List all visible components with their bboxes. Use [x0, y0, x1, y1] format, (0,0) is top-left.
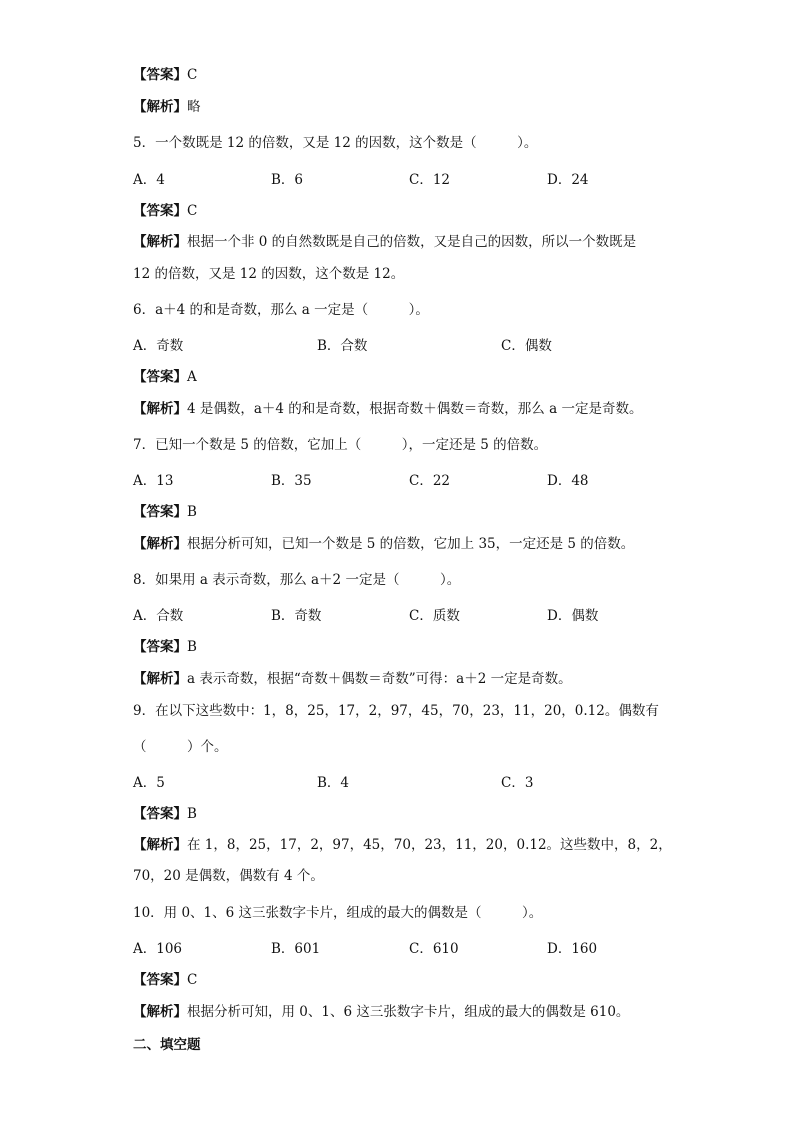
option-c: C．610 — [409, 941, 459, 957]
option-c: C．3 — [501, 775, 534, 791]
section-heading: 二、填空题 — [133, 1037, 201, 1053]
option-d: D．48 — [547, 473, 589, 489]
question-9: 9．在以下这些数中：1，8，25，17，2，97，45，70，23，11，20，0.12。偶数有 — [133, 703, 659, 719]
answer-value: C — [187, 203, 198, 219]
option-b: B．35 — [271, 473, 312, 489]
analysis-text: a 表示奇数，根据“奇数＋偶数＝奇数”可得：a＋2 一定是奇数。 — [187, 671, 572, 687]
question-5: 5．一个数既是 12 的倍数，又是 12 的因数，这个数是（ ）。 — [133, 135, 538, 151]
question-8: 8．如果用 a 表示奇数，那么 a＋2 一定是（ ）。 — [133, 572, 461, 588]
analysis-line — [133, 535, 634, 553]
question-9-continued: （ ）个。 — [133, 739, 228, 755]
analysis-text: 在 1，8，25，17，2，97，45，70，23，11，20，0.12。这些数中，8，2， — [187, 837, 672, 853]
answer-line — [133, 805, 197, 823]
answer-line — [133, 202, 197, 220]
option-d: D．160 — [547, 941, 598, 957]
option-a: A．5 — [133, 775, 165, 791]
answer-line — [133, 66, 197, 84]
option-a: A．奇数 — [133, 338, 184, 354]
option-a: A．合数 — [133, 608, 184, 624]
answer-value: B — [187, 806, 197, 822]
answer-label: 【答案】 — [133, 203, 187, 219]
option-a: A．106 — [133, 941, 183, 957]
analysis-text: 略 — [187, 99, 201, 115]
analysis-text: 4 是偶数，a＋4 的和是奇数，根据奇数＋偶数＝奇数，那么 a 一定是奇数。 — [187, 401, 643, 417]
analysis-line — [133, 836, 672, 854]
analysis-line — [133, 233, 636, 251]
answer-line — [133, 971, 197, 989]
option-d: D．偶数 — [547, 608, 599, 624]
answer-value: B — [187, 504, 197, 520]
analysis-text: 根据一个非 0 的自然数既是自己的倍数，又是自己的因数，所以一个数既是 — [187, 234, 637, 250]
question-10: 10．用 0、1、6 这三张数字卡片，组成的最大的偶数是（ ）。 — [133, 905, 543, 921]
answer-value: C — [187, 972, 198, 988]
option-c: C．质数 — [409, 608, 460, 624]
answer-value: B — [187, 639, 197, 655]
option-b: B．4 — [317, 775, 350, 791]
answer-value: A — [187, 369, 197, 385]
option-b: B．合数 — [317, 338, 368, 354]
answer-label: 【答案】 — [133, 639, 187, 655]
answer-label: 【答案】 — [133, 972, 187, 988]
option-b: B．6 — [271, 172, 304, 188]
analysis-text: 根据分析可知，已知一个数是 5 的倍数，它加上 35，一定还是 5 的倍数。 — [187, 536, 635, 552]
answer-label: 【答案】 — [133, 369, 187, 385]
analysis-label: 【解析】 — [133, 837, 187, 853]
answer-label: 【答案】 — [133, 504, 187, 520]
analysis-line — [133, 1003, 629, 1021]
answer-label: 【答案】 — [133, 806, 187, 822]
answer-line — [133, 638, 197, 656]
answer-label: 【答案】 — [133, 67, 187, 83]
answer-value: C — [187, 67, 198, 83]
option-c: C．偶数 — [501, 338, 552, 354]
analysis-label: 【解析】 — [133, 1004, 187, 1020]
analysis-line — [133, 670, 572, 688]
analysis-text-continued: 70，20 是偶数，偶数有 4 个。 — [133, 868, 324, 884]
question-6: 6．a＋4 的和是奇数，那么 a 一定是（ ）。 — [133, 302, 429, 318]
option-a: A．4 — [133, 172, 165, 188]
analysis-text-continued: 12 的倍数，又是 12 的因数，这个数是 12。 — [133, 266, 405, 282]
analysis-label: 【解析】 — [133, 536, 187, 552]
analysis-label: 【解析】 — [133, 401, 187, 417]
analysis-label: 【解析】 — [133, 234, 187, 250]
option-b: B．601 — [271, 941, 321, 957]
analysis-text: 根据分析可知，用 0、1、6 这三张数字卡片，组成的最大的偶数是 610。 — [187, 1004, 630, 1020]
answer-line — [133, 368, 197, 386]
analysis-line — [133, 400, 642, 418]
analysis-label: 【解析】 — [133, 99, 187, 115]
analysis-label: 【解析】 — [133, 671, 187, 687]
option-c: C．12 — [409, 172, 451, 188]
question-7: 7．已知一个数是 5 的倍数，它加上（ ），一定还是 5 的倍数。 — [133, 437, 548, 453]
analysis-line — [133, 98, 201, 116]
answer-line — [133, 503, 197, 521]
option-d: D．24 — [547, 172, 589, 188]
option-b: B．奇数 — [271, 608, 322, 624]
option-c: C．22 — [409, 473, 451, 489]
option-a: A．13 — [133, 473, 174, 489]
